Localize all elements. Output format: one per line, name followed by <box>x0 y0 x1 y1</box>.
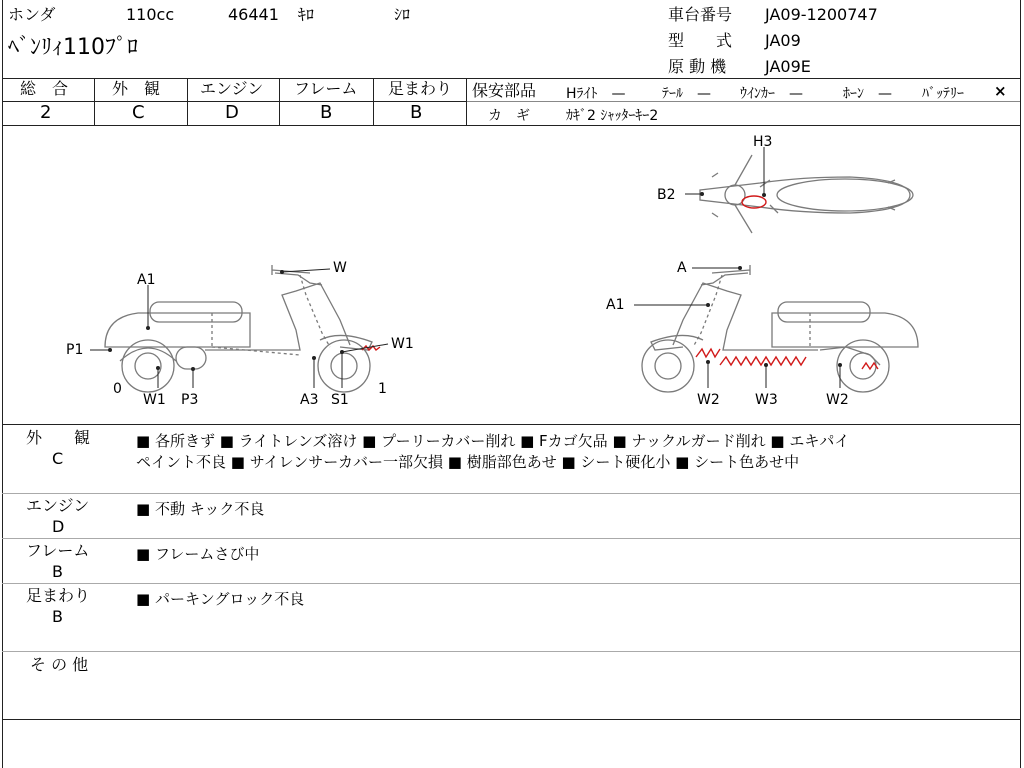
remarks-exterior-line2: ペイント不良 ■ サイレンサーカバー一部欠損 ■ 樹脂部色あせ ■ シート硬化小 ■ シート色あせ中 <box>136 453 800 471</box>
grade-exterior-label: 外 観 <box>112 79 161 98</box>
label-zero: 0 <box>113 381 122 397</box>
model-name: ﾍﾞﾝﾘｨ110ﾌﾟﾛ <box>8 35 138 60</box>
grade-divider-5 <box>466 78 467 125</box>
remarks-exterior-grade: C <box>52 449 64 468</box>
label-one: 1 <box>378 381 387 397</box>
bottom-line <box>2 719 1020 720</box>
label-a1-left: A1 <box>137 272 156 288</box>
safety-battery: ﾊﾞｯﾃﾘｰ <box>922 86 964 102</box>
safety-horn: ﾎｰﾝ — <box>843 86 892 102</box>
engine-value: JA09E <box>765 57 811 76</box>
damage-mark-floor <box>696 349 806 365</box>
label-w1-bottom: W1 <box>143 392 166 408</box>
engine-label: 原 動 機 <box>668 57 727 76</box>
type-label: 型 式 <box>668 31 733 50</box>
safety-tail: ﾃｰﾙ — <box>662 86 711 102</box>
grade-frame-value: B <box>320 102 333 123</box>
label-w2-left: W2 <box>697 392 720 408</box>
label-a-right: A <box>677 260 687 276</box>
remarks-suspension-label: 足まわり <box>26 586 91 605</box>
remarks-suspension-line <box>2 583 1020 584</box>
grade-exterior-value: C <box>132 102 145 123</box>
remarks-frame-label: フレーム <box>26 541 90 560</box>
remarks-engine-text: ■ 不動 キック不良 <box>136 500 265 518</box>
label-w1-right: W1 <box>391 336 414 352</box>
safety-headlight: Hﾗｲﾄ — <box>566 86 626 102</box>
grade-divider-3 <box>279 78 280 125</box>
remarks-suspension-text: ■ パーキングロック不良 <box>136 590 305 608</box>
remarks-engine-grade: D <box>52 517 65 536</box>
mileage: 46441 <box>228 5 279 24</box>
grade-total-value: 2 <box>40 102 52 123</box>
remarks-top-line <box>2 424 1020 425</box>
damage-marks <box>362 196 878 369</box>
safety-winker: ｳｲﾝｶｰ — <box>740 86 803 102</box>
key-label: カ ギ <box>488 108 530 124</box>
grade-divider-4 <box>373 78 374 125</box>
color: ｼﾛ <box>394 5 411 24</box>
grade-engine-label: エンジン <box>200 79 264 98</box>
label-w-left: W <box>333 260 347 276</box>
remarks-other-line <box>2 651 1020 652</box>
safety-title: 保安部品 <box>472 81 537 100</box>
leader-lines <box>90 147 840 388</box>
mileage-unit: ｷﾛ <box>298 5 315 24</box>
label-a1-right: A1 <box>606 297 625 313</box>
grade-divider-1 <box>94 78 95 125</box>
label-p3: P3 <box>181 392 199 408</box>
grade-total-label: 総 合 <box>20 79 69 98</box>
grade-suspension-value: B <box>410 102 423 123</box>
scooter-top-view <box>700 155 913 233</box>
key-value: ｶｷﾞ2 ｼｬｯﾀｰｷｰ2 <box>566 108 659 124</box>
remarks-frame-line <box>2 538 1020 539</box>
label-b2: B2 <box>657 187 676 203</box>
remarks-frame-text: ■ フレームさび中 <box>136 545 260 563</box>
scooter-right-view <box>642 265 918 392</box>
remarks-exterior-label: 外 観 <box>26 428 91 447</box>
label-p1: P1 <box>66 342 84 358</box>
remarks-suspension-grade: B <box>52 607 63 626</box>
remarks-engine-label: エンジン <box>26 496 90 515</box>
label-s1: S1 <box>331 392 349 408</box>
grade-frame-label: フレーム <box>294 79 358 98</box>
frame-no-label: 車台番号 <box>668 5 733 24</box>
label-h3: H3 <box>753 134 773 150</box>
remarks-engine-line <box>2 493 1020 494</box>
grade-engine-value: D <box>225 102 239 123</box>
displacement: 110cc <box>126 5 175 24</box>
grade-divider-2 <box>187 78 188 125</box>
label-w3: W3 <box>755 392 778 408</box>
remarks-frame-grade: B <box>52 562 63 581</box>
remarks-other-label: そ の 他 <box>30 655 89 674</box>
label-w2-right: W2 <box>826 392 849 408</box>
label-a3: A3 <box>300 392 319 408</box>
leader-dots <box>108 192 842 371</box>
type-value: JA09 <box>765 31 801 50</box>
grade-suspension-label: 足まわり <box>388 79 453 98</box>
maker: ホンダ <box>8 5 56 24</box>
frame-no: JA09-1200747 <box>765 5 878 24</box>
remarks-exterior-line1: ■ 各所きず ■ ライトレンズ溶け ■ プーリーカバー削れ ■ Fカゴ欠品 ■ ナックルガード削れ ■ エキパイ <box>136 432 850 450</box>
battery-mark-icon: × <box>994 82 1007 100</box>
